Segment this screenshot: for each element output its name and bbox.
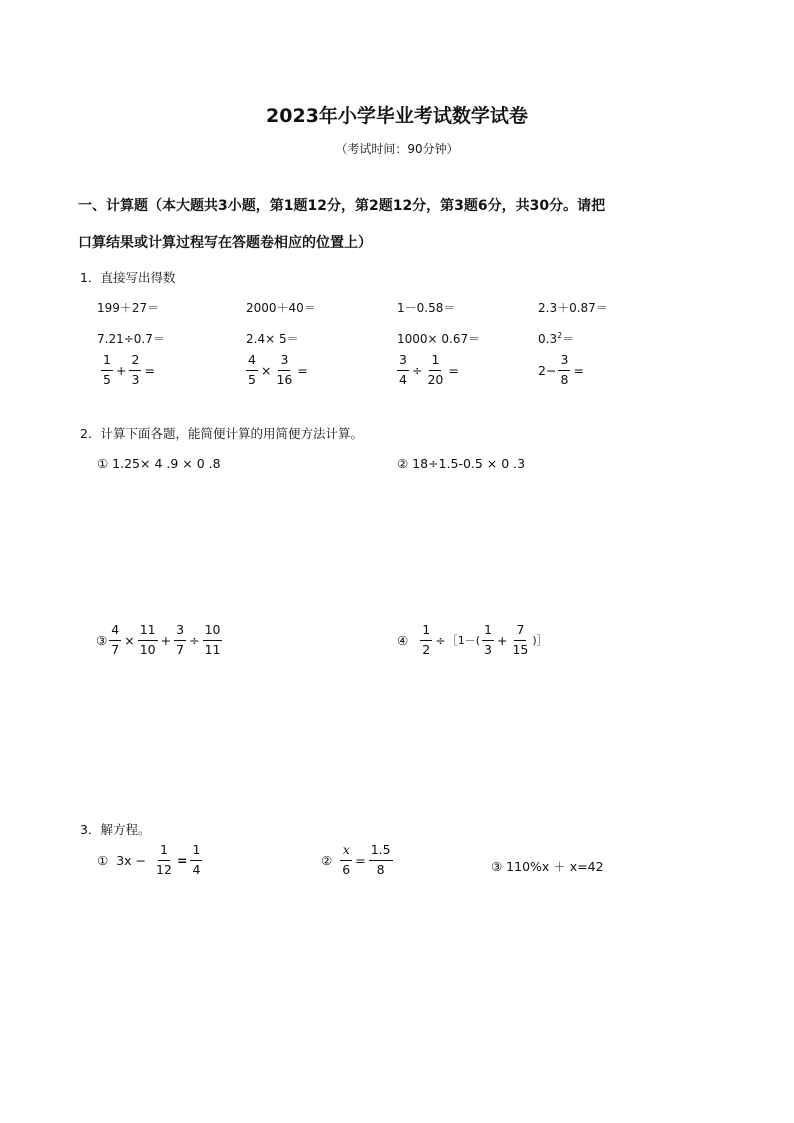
q2-item-4: ④ $\frac{1}{2}$ ÷ ［1－( $\frac{1}{3}$ + $\frac{7}{15}$ )］ [397, 622, 548, 657]
q1-item-7: 1000× 0.67＝ [397, 332, 481, 346]
section-heading-line2: 口算结果或计算过程写在答题卷相应的位置上） [78, 235, 372, 251]
q3-equation-3: ③ 110%x ＋ x=42 [491, 859, 604, 874]
q1-item-5: 7.21÷0.7＝ [97, 332, 165, 346]
page-title: 2023年小学毕业考试数学试卷 [266, 105, 528, 127]
q1-item-4: 2.3＋0.87＝ [538, 301, 608, 315]
question-3-heading: 3．解方程。 [80, 822, 151, 837]
q2-item-3: ③ $\frac{4}{7}$ × $\frac{11}{10}$ + $\frac{3}{7}$ ÷ $\frac{10}{11}$ [96, 622, 221, 657]
q1-item-8: $0.3^2=$ [538, 331, 575, 346]
q1-item-9: $\frac{1}{5}$ + $\frac{2}{3}$ = [99, 354, 156, 386]
question-2-heading: 2．计算下面各题，能简便计算的用简便方法计算。 [80, 426, 363, 441]
q1-item-1: 199＋27＝ [97, 301, 160, 315]
question-1-heading: 1．直接写出得数 [80, 270, 176, 285]
q1-item-10: $\frac{4}{5}$ × $\frac{3}{16}$ = [244, 354, 309, 386]
q2-item-2: ② 18÷1.5-0.5 × 0 .3 [397, 456, 526, 471]
q1-item-2: 2000＋40＝ [246, 301, 316, 315]
q1-item-11: $\frac{3}{4}$ ÷ $\frac{1}{20}$ = [395, 354, 460, 386]
q1-item-12: 2− $\frac{3}{8}$ = [538, 352, 584, 387]
q1-item-6: 2.4× 5＝ [246, 332, 299, 346]
q1-item-3: 1－0.58＝ [397, 301, 456, 315]
q3-equation-2: ② $\frac{x}{6}$ = $\frac{1.5}{8}$ [321, 842, 391, 877]
q3-equation-1: ① 3x − $\frac{1}{12}$ = $\frac{1}{4}$ [97, 844, 204, 876]
q2-item-1: ① 1.25× 4 .9 × 0 .8 [97, 456, 221, 471]
section-heading-line1: 一、计算题（本大题共3小题，第1题12分，第2题12分，第3题6分，共30分。请把 [78, 198, 606, 214]
exam-time: （考试时间：90分钟） [335, 142, 459, 156]
